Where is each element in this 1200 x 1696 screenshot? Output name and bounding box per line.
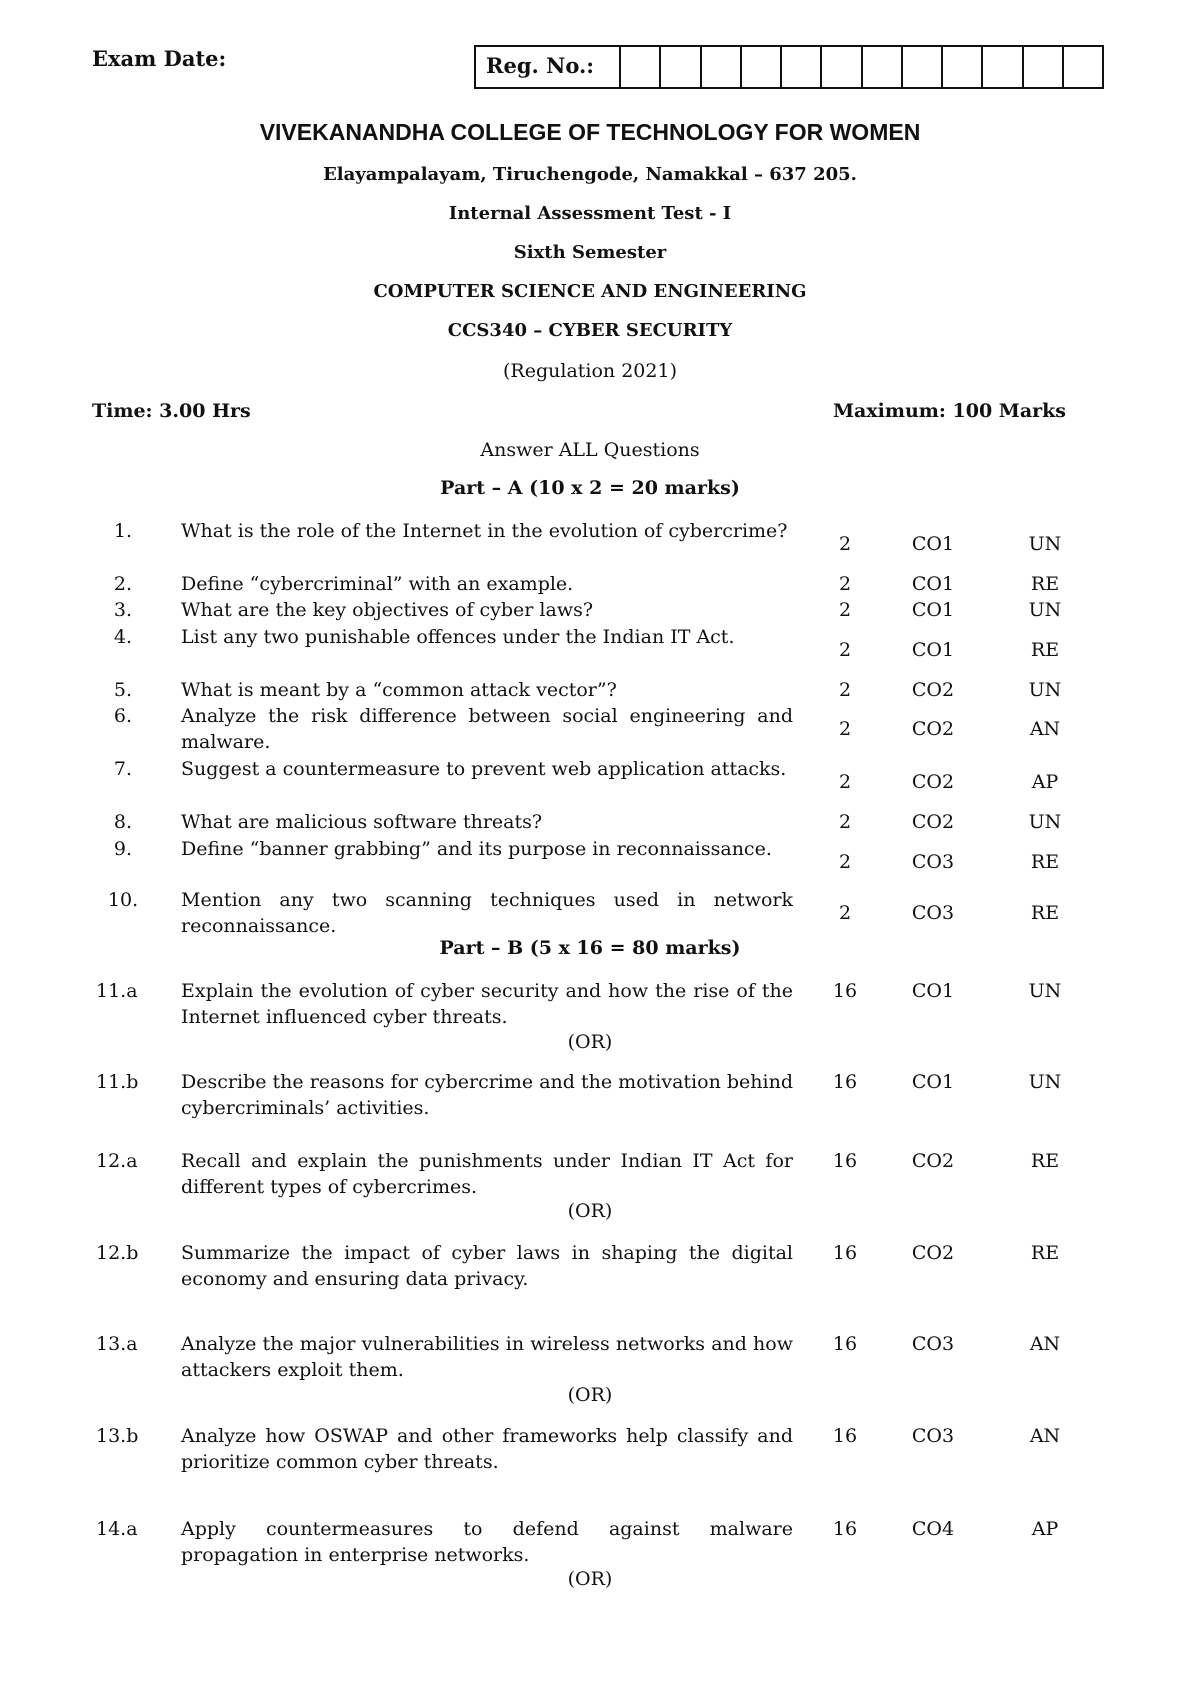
test-title: Internal Assessment Test - I: [448, 203, 732, 224]
question-text: Define “banner grabbing” and its purpose in reconnaissance.: [181, 838, 772, 860]
or-separator: (OR): [567, 1200, 613, 1222]
question-marks: 2: [838, 851, 852, 873]
question-text: What are malicious software threats?: [181, 811, 543, 833]
reg-no-cell: [1024, 47, 1064, 87]
reg-no-label: Reg. No.:: [476, 47, 621, 87]
regulation: (Regulation 2021): [503, 360, 677, 382]
question-text: Mention any two scanning techniques used in network reconnaissance.: [181, 889, 793, 937]
question-marks: 2: [838, 599, 852, 621]
question-co: CO1: [911, 533, 955, 555]
question-text: List any two punishable offences under the Indian IT Act.: [181, 626, 735, 648]
maximum-marks: Maximum: 100 Marks: [832, 400, 1066, 422]
question-number: 11.a: [96, 980, 138, 1002]
reg-no-box: [474, 45, 1104, 89]
question-co: CO3: [911, 851, 955, 873]
reg-no-cell: [863, 47, 903, 87]
question-level: UN: [1028, 1071, 1062, 1093]
question-number: 4.: [113, 626, 133, 648]
question-level: AP: [1031, 1518, 1059, 1540]
question-co: CO2: [911, 771, 955, 793]
question-co: CO2: [911, 1150, 955, 1172]
question-text: Summarize the impact of cyber laws in shaping the digital economy and ensuring data privacy.: [181, 1242, 793, 1290]
question-marks: 2: [838, 811, 852, 833]
question-text: Suggest a countermeasure to prevent web application attacks.: [181, 758, 787, 780]
question-marks: 16: [832, 1071, 858, 1093]
question-marks: 2: [838, 573, 852, 595]
question-level: AN: [1029, 1425, 1061, 1447]
part-a-title: Part – A (10 x 2 = 20 marks): [440, 477, 740, 499]
question-number: 3.: [113, 599, 133, 621]
course-title: CCS340 – CYBER SECURITY: [447, 320, 733, 341]
question-text: What is the role of the Internet in the evolution of cybercrime?: [181, 520, 788, 542]
question-marks: 16: [832, 980, 858, 1002]
question-co: CO3: [911, 902, 955, 924]
question-marks: 2: [838, 771, 852, 793]
question-number: 14.a: [96, 1518, 138, 1540]
question-number: 12.b: [96, 1242, 139, 1264]
reg-no-cell: [983, 47, 1023, 87]
reg-no-cells: [621, 47, 1102, 87]
question-level: RE: [1030, 1150, 1060, 1172]
question-co: CO1: [911, 573, 955, 595]
reg-no-cell: [702, 47, 742, 87]
question-level: RE: [1030, 639, 1060, 661]
question-level: RE: [1030, 1242, 1060, 1264]
question-co: CO3: [911, 1425, 955, 1447]
question-co: CO2: [911, 1242, 955, 1264]
question-level: AN: [1029, 718, 1061, 740]
question-number: 13.b: [96, 1425, 139, 1447]
question-text: Analyze the risk difference between social engineering and malware.: [181, 705, 793, 753]
question-number: 5.: [113, 679, 133, 701]
question-co: CO1: [911, 639, 955, 661]
or-separator: (OR): [567, 1384, 613, 1406]
question-marks: 16: [832, 1425, 858, 1447]
question-level: UN: [1028, 679, 1062, 701]
reg-no-cell: [782, 47, 822, 87]
question-marks: 16: [832, 1518, 858, 1540]
question-co: CO1: [911, 980, 955, 1002]
question-text: What is meant by a “common attack vector”?: [181, 679, 617, 701]
question-level: UN: [1028, 811, 1062, 833]
reg-no-cell: [903, 47, 943, 87]
reg-no-cell: [822, 47, 862, 87]
question-marks: 2: [838, 902, 852, 924]
question-number: 9.: [113, 838, 133, 860]
question-co: CO4: [911, 1518, 955, 1540]
question-number: 10.: [107, 889, 139, 911]
semester: Sixth Semester: [513, 242, 667, 263]
question-text: What are the key objectives of cyber laws?: [181, 599, 594, 621]
question-level: UN: [1028, 533, 1062, 555]
question-text: Recall and explain the punishments under Indian IT Act for different types of cybercrimes.: [181, 1150, 793, 1198]
question-co: CO1: [911, 599, 955, 621]
question-number: 1.: [113, 520, 133, 542]
question-text: Analyze the major vulnerabilities in wireless networks and how attackers exploit them.: [181, 1333, 793, 1381]
reg-no-cell: [621, 47, 661, 87]
question-level: RE: [1030, 573, 1060, 595]
department: COMPUTER SCIENCE AND ENGINEERING: [373, 281, 807, 302]
question-level: RE: [1030, 902, 1060, 924]
reg-no-cell: [1064, 47, 1102, 87]
question-marks: 16: [832, 1242, 858, 1264]
question-marks: 16: [832, 1150, 858, 1172]
or-separator: (OR): [567, 1031, 613, 1053]
question-text: Define “cybercriminal” with an example.: [181, 573, 574, 595]
reg-no-cell: [742, 47, 782, 87]
question-number: 2.: [113, 573, 133, 595]
question-marks: 2: [838, 679, 852, 701]
question-number: 11.b: [96, 1071, 139, 1093]
instruction: Answer ALL Questions: [480, 439, 700, 461]
exam-time: Time: 3.00 Hrs: [92, 400, 251, 422]
question-level: UN: [1028, 980, 1062, 1002]
question-text: Apply countermeasures to defend against malware propagation in enterprise networks.: [181, 1518, 793, 1566]
question-number: 12.a: [96, 1150, 138, 1172]
question-level: RE: [1030, 851, 1060, 873]
reg-no-cell: [943, 47, 983, 87]
question-co: CO2: [911, 811, 955, 833]
question-number: 8.: [113, 811, 133, 833]
question-marks: 2: [838, 718, 852, 740]
question-co: CO2: [911, 718, 955, 740]
question-co: CO3: [911, 1333, 955, 1355]
question-text: Analyze how OSWAP and other frameworks help classify and prioritize common cyber threats.: [181, 1425, 793, 1473]
question-marks: 2: [838, 533, 852, 555]
question-co: CO1: [911, 1071, 955, 1093]
question-number: 6.: [113, 705, 133, 727]
question-number: 7.: [113, 758, 133, 780]
question-level: AP: [1031, 771, 1059, 793]
reg-no-cell: [661, 47, 701, 87]
or-separator: (OR): [567, 1568, 613, 1590]
question-text: Explain the evolution of cyber security and how the rise of the Internet influenced cyber threats.: [181, 980, 793, 1028]
question-co: CO2: [911, 679, 955, 701]
question-text: Describe the reasons for cybercrime and the motivation behind cybercriminals’ activities.: [181, 1071, 793, 1119]
question-number: 13.a: [96, 1333, 138, 1355]
question-marks: 2: [838, 639, 852, 661]
exam-date-label: Exam Date:: [92, 46, 227, 71]
question-level: AN: [1029, 1333, 1061, 1355]
college-name: VIVEKANANDHA COLLEGE OF TECHNOLOGY FOR WOMEN: [259, 119, 921, 145]
question-level: UN: [1028, 599, 1062, 621]
question-marks: 16: [832, 1333, 858, 1355]
part-b-title: Part – B (5 x 16 = 80 marks): [439, 937, 741, 959]
college-address: Elayampalayam, Tiruchengode, Namakkal – 637 205.: [323, 164, 857, 185]
